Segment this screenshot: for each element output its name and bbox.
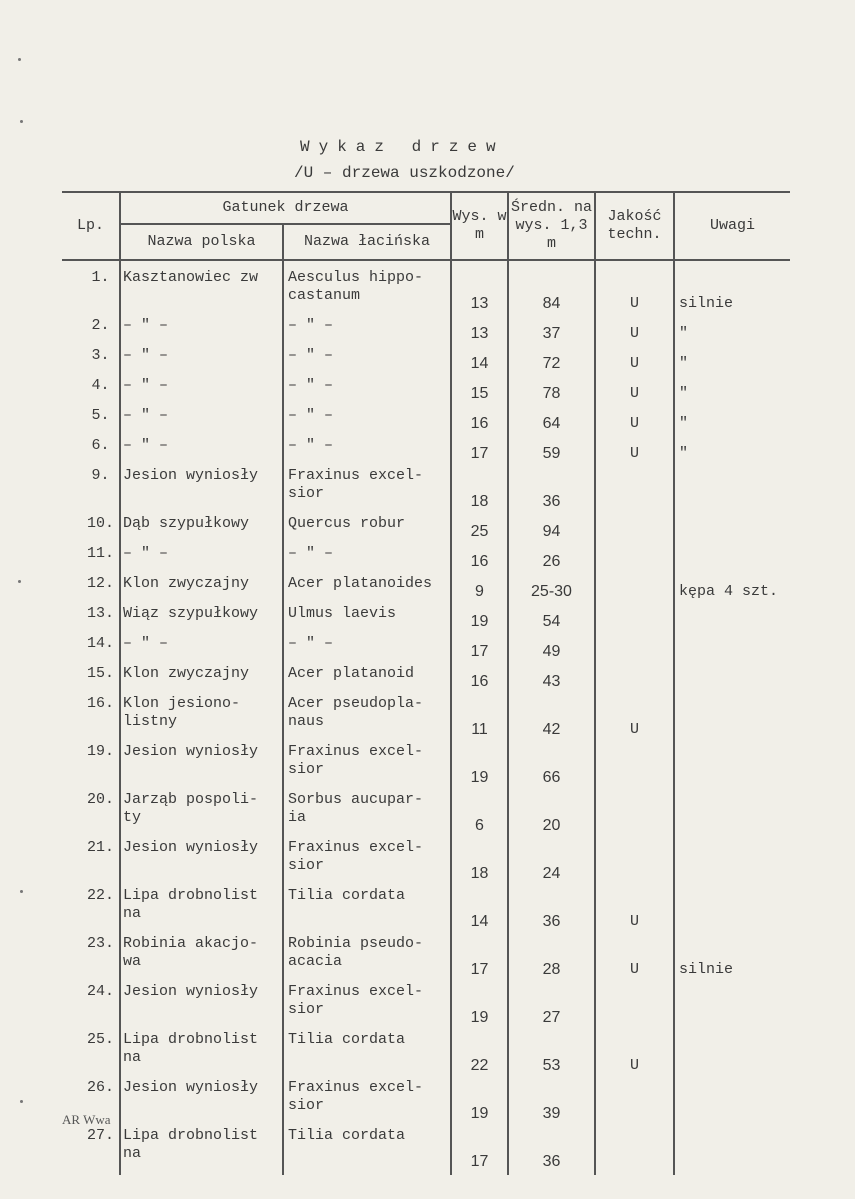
diameter-cell: 72	[508, 347, 595, 377]
latin-name-cell: Tilia cordata	[283, 1127, 451, 1175]
polish-name-cell: – " –	[120, 545, 283, 575]
height-cell: 25	[451, 515, 508, 545]
polish-name-cell: Klon zwyczajny	[120, 665, 283, 695]
row-number: 14.	[86, 635, 114, 652]
height-cell: 14	[451, 347, 508, 377]
height-cell: 16	[451, 407, 508, 437]
tree-list-table	[62, 191, 790, 1175]
latin-name-cell: Tilia cordata	[283, 1031, 451, 1079]
table-row	[62, 1079, 790, 1127]
polish-name-cell: – " –	[120, 437, 283, 467]
table-row	[62, 935, 790, 983]
latin-name-cell: Ulmus laevis	[283, 605, 451, 635]
row-number: 16.	[86, 695, 114, 712]
row-number: 15.	[86, 665, 114, 682]
row-number: 3.	[91, 347, 110, 364]
remarks-cell	[674, 1079, 790, 1127]
archive-stamp: AR Wwa	[62, 1112, 111, 1127]
diameter-cell: 94	[508, 515, 595, 545]
row-number: 2.	[91, 317, 110, 334]
remarks-cell	[674, 839, 790, 887]
quality-cell	[595, 1079, 674, 1127]
remarks-cell: "	[674, 407, 790, 437]
diameter-cell: 26	[508, 545, 595, 575]
quality-cell	[595, 605, 674, 635]
quality-cell	[595, 575, 674, 605]
remarks-cell: kępa 4 szt.	[674, 575, 790, 605]
header-quality: Jakość techn.	[595, 192, 674, 260]
polish-name-cell: Klon zwyczajny	[120, 575, 283, 605]
table-row	[62, 377, 790, 407]
height-cell: 19	[451, 1079, 508, 1127]
height-cell: 16	[451, 665, 508, 695]
height-cell: 19	[451, 605, 508, 635]
quality-cell: U	[595, 437, 674, 467]
header-species-group: Gatunek drzewa	[120, 192, 451, 224]
diameter-cell: 43	[508, 665, 595, 695]
height-cell: 22	[451, 1031, 508, 1079]
speck-mark	[20, 120, 23, 123]
height-cell: 17	[451, 1127, 508, 1175]
latin-name-cell: Acer pseudopla- naus	[283, 695, 451, 743]
latin-name-cell: – " –	[283, 377, 451, 407]
polish-name-cell: – " –	[120, 635, 283, 665]
quality-cell	[595, 791, 674, 839]
polish-name-cell: Wiąz szypułkowy	[120, 605, 283, 635]
table-row	[62, 665, 790, 695]
latin-name-cell: Fraxinus excel- sior	[283, 743, 451, 791]
latin-name-cell: Fraxinus excel- sior	[283, 467, 451, 515]
remarks-cell	[674, 791, 790, 839]
latin-name-cell: Fraxinus excel- sior	[283, 839, 451, 887]
quality-cell: U	[595, 377, 674, 407]
diameter-cell: 36	[508, 887, 595, 935]
quality-cell	[595, 743, 674, 791]
row-number: 5.	[91, 407, 110, 424]
polish-name-cell: – " –	[120, 347, 283, 377]
diameter-cell: 28	[508, 935, 595, 983]
latin-name-cell: – " –	[283, 347, 451, 377]
polish-name-cell: Jesion wyniosły	[120, 467, 283, 515]
quality-cell	[595, 1127, 674, 1175]
speck-mark	[20, 1100, 23, 1103]
table-row	[62, 1031, 790, 1079]
polish-name-cell: Lipa drobnolist na	[120, 887, 283, 935]
polish-name-cell: Jesion wyniosły	[120, 839, 283, 887]
diameter-cell: 20	[508, 791, 595, 839]
polish-name-cell: Jesion wyniosły	[120, 743, 283, 791]
remarks-cell	[674, 467, 790, 515]
quality-cell: U	[595, 347, 674, 377]
latin-name-cell: Sorbus aucupar- ia	[283, 791, 451, 839]
diameter-cell: 78	[508, 377, 595, 407]
table-row	[62, 515, 790, 545]
latin-name-cell: – " –	[283, 407, 451, 437]
header-height: Wys. w m	[451, 192, 508, 260]
page-subtitle: /U – drzewa uszkodzone/	[294, 164, 515, 182]
height-cell: 9	[451, 575, 508, 605]
table-body	[62, 260, 790, 1175]
quality-cell: U	[595, 695, 674, 743]
header-diameter: Średn. na wys. 1,3 m	[508, 192, 595, 260]
row-number: 22.	[86, 887, 114, 904]
height-cell: 17	[451, 437, 508, 467]
polish-name-cell: Robinia akacjo- wa	[120, 935, 283, 983]
latin-name-cell: – " –	[283, 545, 451, 575]
height-cell: 19	[451, 743, 508, 791]
latin-name-cell: – " –	[283, 635, 451, 665]
row-number: 9.	[91, 467, 110, 484]
remarks-cell	[674, 665, 790, 695]
row-number: 12.	[86, 575, 114, 592]
table-row	[62, 575, 790, 605]
remarks-cell	[674, 605, 790, 635]
row-number: 26.	[86, 1079, 114, 1096]
remarks-cell: silnie	[674, 260, 790, 317]
height-cell: 16	[451, 545, 508, 575]
quality-cell	[595, 665, 674, 695]
table-row	[62, 407, 790, 437]
polish-name-cell: Jesion wyniosły	[120, 1079, 283, 1127]
latin-name-cell: Fraxinus excel- sior	[283, 983, 451, 1031]
polish-name-cell: Lipa drobnolist na	[120, 1127, 283, 1175]
diameter-cell: 27	[508, 983, 595, 1031]
polish-name-cell: Dąb szypułkowy	[120, 515, 283, 545]
row-number: 13.	[86, 605, 114, 622]
row-number: 21.	[86, 839, 114, 856]
row-number: 4.	[91, 377, 110, 394]
height-cell: 13	[451, 317, 508, 347]
speck-mark	[18, 58, 21, 61]
polish-name-cell: – " –	[120, 377, 283, 407]
polish-name-cell: – " –	[120, 317, 283, 347]
polish-name-cell: Klon jesiono- listny	[120, 695, 283, 743]
header-polish-name: Nazwa polska	[120, 224, 283, 260]
remarks-cell: "	[674, 317, 790, 347]
row-number: 25.	[86, 1031, 114, 1048]
table-row	[62, 635, 790, 665]
polish-name-cell: Kasztanowiec zw	[120, 260, 283, 317]
latin-name-cell: Acer platanoides	[283, 575, 451, 605]
quality-cell	[595, 839, 674, 887]
quality-cell: U	[595, 935, 674, 983]
height-cell: 15	[451, 377, 508, 407]
remarks-cell	[674, 887, 790, 935]
latin-name-cell: Acer platanoid	[283, 665, 451, 695]
speck-mark	[18, 580, 21, 583]
row-number: 20.	[86, 791, 114, 808]
height-cell: 19	[451, 983, 508, 1031]
table-row	[62, 347, 790, 377]
polish-name-cell: Lipa drobnolist na	[120, 1031, 283, 1079]
remarks-cell: "	[674, 377, 790, 407]
table-row	[62, 1127, 790, 1175]
remarks-cell	[674, 1127, 790, 1175]
height-cell: 6	[451, 791, 508, 839]
quality-cell	[595, 983, 674, 1031]
remarks-cell	[674, 515, 790, 545]
remarks-cell	[674, 635, 790, 665]
table-row	[62, 839, 790, 887]
quality-cell: U	[595, 1031, 674, 1079]
height-cell: 13	[451, 260, 508, 317]
row-number: 6.	[91, 437, 110, 454]
remarks-cell	[674, 695, 790, 743]
height-cell: 18	[451, 839, 508, 887]
diameter-cell: 53	[508, 1031, 595, 1079]
height-cell: 14	[451, 887, 508, 935]
quality-cell: U	[595, 887, 674, 935]
quality-cell	[595, 635, 674, 665]
latin-name-cell: Fraxinus excel- sior	[283, 1079, 451, 1127]
table-row	[62, 317, 790, 347]
remarks-cell	[674, 1031, 790, 1079]
quality-cell	[595, 515, 674, 545]
diameter-cell: 54	[508, 605, 595, 635]
height-cell: 17	[451, 935, 508, 983]
latin-name-cell: Quercus robur	[283, 515, 451, 545]
row-number: 24.	[86, 983, 114, 1000]
diameter-cell: 39	[508, 1079, 595, 1127]
table-row	[62, 887, 790, 935]
latin-name-cell: Aesculus hippo- castanum	[283, 260, 451, 317]
table-row	[62, 695, 790, 743]
remarks-cell: silnie	[674, 935, 790, 983]
header-remarks: Uwagi	[674, 192, 790, 260]
polish-name-cell: Jarząb pospoli- ty	[120, 791, 283, 839]
quality-cell: U	[595, 260, 674, 317]
diameter-cell: 24	[508, 839, 595, 887]
header-latin-name: Nazwa łacińska	[283, 224, 451, 260]
table-row	[62, 791, 790, 839]
diameter-cell: 36	[508, 467, 595, 515]
polish-name-cell: Jesion wyniosły	[120, 983, 283, 1031]
table-row	[62, 437, 790, 467]
table-row	[62, 467, 790, 515]
table-row	[62, 260, 790, 317]
quality-cell: U	[595, 407, 674, 437]
speck-mark	[20, 890, 23, 893]
diameter-cell: 84	[508, 260, 595, 317]
page-title: Wykaz drzew	[300, 138, 505, 156]
diameter-cell: 36	[508, 1127, 595, 1175]
height-cell: 11	[451, 695, 508, 743]
table-row	[62, 983, 790, 1031]
remarks-cell	[674, 545, 790, 575]
latin-name-cell: Robinia pseudo- acacia	[283, 935, 451, 983]
quality-cell	[595, 545, 674, 575]
row-number: 27.	[86, 1127, 114, 1144]
remarks-cell: "	[674, 437, 790, 467]
diameter-cell: 49	[508, 635, 595, 665]
remarks-cell	[674, 743, 790, 791]
row-number: 23.	[86, 935, 114, 952]
row-number: 10.	[86, 515, 114, 532]
latin-name-cell: – " –	[283, 437, 451, 467]
diameter-cell: 66	[508, 743, 595, 791]
height-cell: 17	[451, 635, 508, 665]
polish-name-cell: – " –	[120, 407, 283, 437]
diameter-cell: 64	[508, 407, 595, 437]
table-row	[62, 743, 790, 791]
diameter-cell: 42	[508, 695, 595, 743]
height-cell: 18	[451, 467, 508, 515]
row-number: 1.	[91, 269, 110, 286]
table-row	[62, 545, 790, 575]
latin-name-cell: – " –	[283, 317, 451, 347]
quality-cell: U	[595, 317, 674, 347]
quality-cell	[595, 467, 674, 515]
diameter-cell: 37	[508, 317, 595, 347]
diameter-cell: 25-30	[508, 575, 595, 605]
remarks-cell: "	[674, 347, 790, 377]
row-number: 11.	[86, 545, 114, 562]
diameter-cell: 59	[508, 437, 595, 467]
remarks-cell	[674, 983, 790, 1031]
header-lp: Lp.	[62, 192, 120, 260]
table-row	[62, 605, 790, 635]
row-number: 19.	[86, 743, 114, 760]
latin-name-cell: Tilia cordata	[283, 887, 451, 935]
